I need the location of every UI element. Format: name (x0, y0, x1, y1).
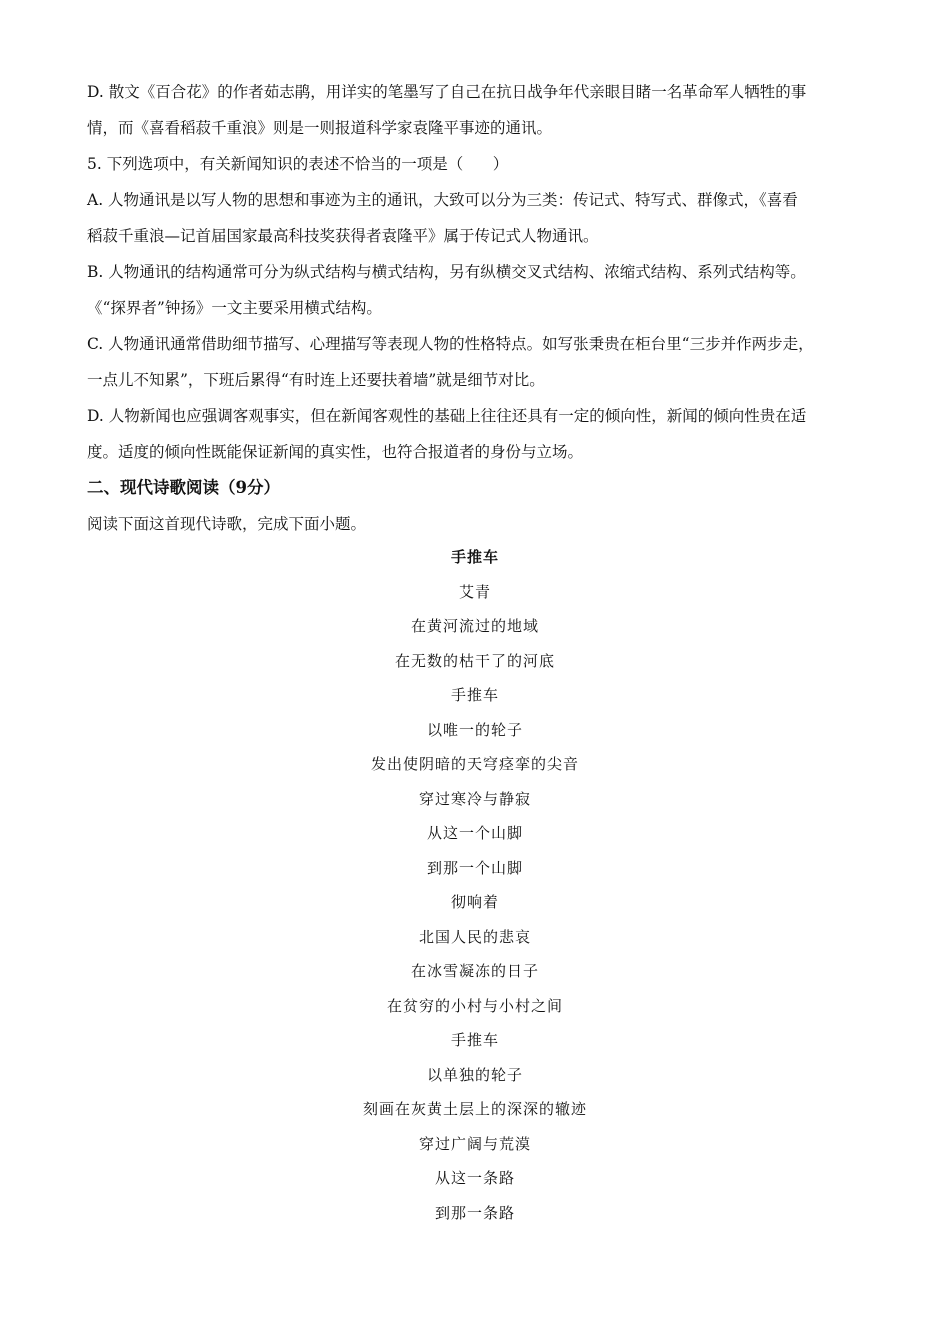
poem-title: 手推车 (450, 548, 499, 566)
poem-line: 到那一条路 (434, 1203, 515, 1222)
option-b-line-2: 《“探界者”钟扬》一文主要采用横式结构。 (87, 299, 382, 317)
poem-line: 彻响着 (450, 893, 499, 911)
poem-line: 北国人民的悲哀 (418, 927, 531, 946)
option-d-line-2: 情，而《喜看稻菽千重浪》则是一则报道科学家袁隆平事迹的通讯。 (87, 119, 553, 137)
poem-line: 从这一个山脚 (426, 824, 523, 842)
option-c-line-2: 一点儿不知累”，下班后累得“有时连上还要扶着墙”就是细节对比。 (87, 371, 545, 389)
poem-line: 手推车 (450, 686, 499, 704)
poem-line: 在冰雪凝冻的日子 (410, 962, 539, 980)
poem-line: 在贫穷的小村与小村之间 (386, 996, 563, 1015)
option-a-line-2: 稻菽千重浪—记首届国家最高科技奖获得者袁隆平》属于传记式人物通讯。 (87, 227, 599, 245)
poem-line: 穿过广阔与荒漠 (418, 1134, 531, 1153)
poem-line: 在无数的枯干了的河底 (394, 651, 555, 670)
option-a-line-1: A. 人物通讯是以写人物的思想和事迹为主的通讯，大致可以分为三类：传记式、特写式、群像式，《喜看 (87, 191, 798, 209)
poem (0, 540, 950, 1230)
poem-author: 艾青 (458, 582, 491, 601)
poem-line: 穿过寒冷与静寂 (418, 789, 531, 808)
option-d2-line-1: D. 人物新闻也应强调客观事实，但在新闻客观性的基础上往往还具有一定的倾向性，新闻的倾向性贵在适 (87, 407, 807, 425)
option-b-line-1: B. 人物通讯的结构通常可分为纵式结构与横式结构，另有纵横交叉式结构、浓缩式结构、系列式结构等。 (87, 263, 806, 281)
question-text (87, 74, 867, 542)
option-d2-line-2: 度。适度的倾向性既能保证新闻的真实性，也符合报道者的身份与立场。 (87, 443, 584, 461)
poem-line: 以单独的轮子 (426, 1065, 523, 1084)
poem-line: 刻画在灰黄土层上的深深的辙迹 (362, 1100, 587, 1118)
poem-line: 以唯一的轮子 (426, 720, 523, 739)
poem-line: 手推车 (450, 1031, 499, 1049)
poem-line: 发出使阴暗的天穹痉挛的尖音 (370, 755, 579, 773)
poem-line: 从这一条路 (434, 1169, 515, 1187)
poem-line: 在黄河流过的地域 (410, 617, 539, 635)
reading-instruction: 阅读下面这首现代诗歌，完成下面小题。 (87, 515, 367, 533)
poem-line: 到那一个山脚 (426, 858, 523, 877)
option-d-line-1: D. 散文《百合花》的作者茹志鹃，用详实的笔墨写了自己在抗日战争年代亲眼目睹一名革命军人牺牲的事 (87, 83, 807, 101)
poem-lines (0, 609, 950, 1230)
option-c-line-1: C. 人物通讯通常借助细节描写、心理描写等表现人物的性格特点。如写张秉贵在柜台里“三步并作两步走， (87, 335, 814, 353)
question-5-stem: 5. 下列选项中，有关新闻知识的表述不恰当的一项是（ ） (87, 155, 509, 173)
section-heading: 二、现代诗歌阅读（9分） (87, 478, 280, 497)
